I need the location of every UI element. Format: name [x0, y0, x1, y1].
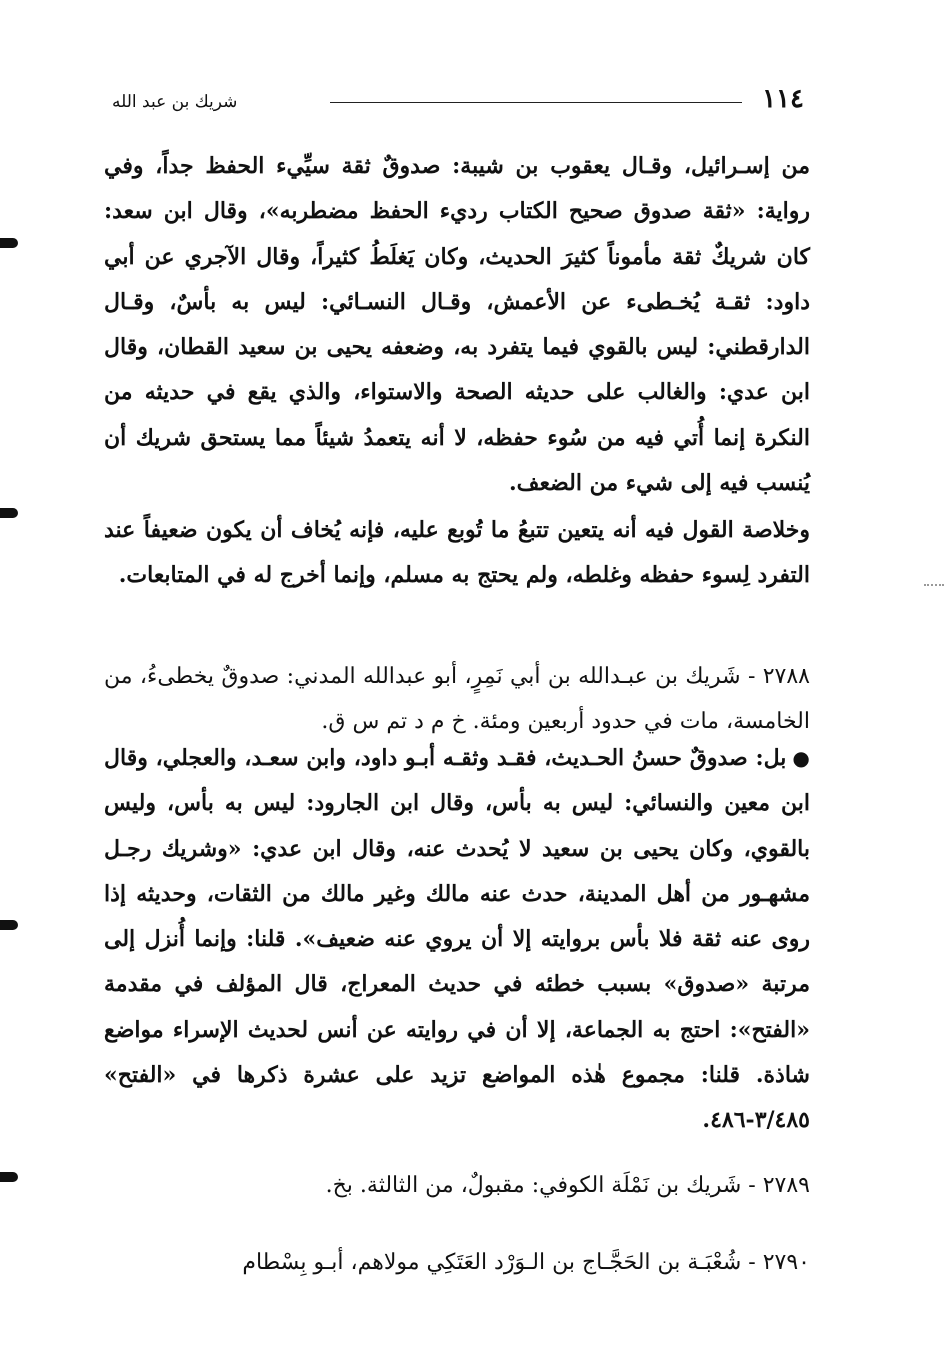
scan-margin-mark [0, 508, 18, 518]
scan-margin-mark [0, 1172, 18, 1182]
entry-2790: ٢٧٩٠ - شُعْبَـة بن الحَجَّـاج بن الـوَرْد العَتَكِي مولاهم، أبـو بِسْطام [242, 1250, 810, 1275]
header-rule [330, 102, 742, 103]
scan-margin-mark [0, 920, 18, 930]
running-title: شريك بن عبد الله [112, 92, 238, 112]
editors-comment-text: بل: صدوقٌ حسنُ الحـديث، فقـد وثقـه أبـو داود، وابن سعـد، والعجلي، وقال ابن معين والنسائي: ليس به بأس، وقال ابن الجارود: ليس به بأس، وليس بالقوي، وكان يحيى بن سعيد لا يُحدث عنه، وقال ابن عدي: «وشريك رجـل مشهـور من أهل المدينة، حدث عنه مالك وغير مالك من الثقات، وحديثه إذا روى عنه ثقة فلا بأس بروايته إلا أن يروي عنه ضعيف». قلنا: وإنما أُنزل إلى مرتبة «صدوق» بسبب خطئه في حديث المعراج، قال المؤلف في مقدمة «الفتح»: احتج به الجماعة، إلا أن في روايته عن أنس لحديث الإسراء مواضع شاذة. قلنا: مجموع هٰذه المواضع تزيد على عشرة ذكرها في «الفتح» ٣/٤٨٥-٤٨٦. [104, 745, 810, 1134]
entry-2789: ٢٧٨٩ - شَريك بن نَمْلَة الكوفي: مقبولٌ، من الثالثة. بخ. [325, 1173, 810, 1198]
running-header [100, 82, 812, 122]
entry-2788: ٢٧٨٨ - شَريك بن عبـدالله بن أبي نَمِرٍ، أبو عبدالله المدني: صدوقٌ يخطىءُ، من الخامسة، مات في حدود أربعين ومئة. خ م د تم س ق. [104, 664, 810, 735]
editors-comment [104, 736, 810, 1144]
scan-edge-dots [924, 584, 944, 586]
bullet-icon: ● [792, 746, 810, 770]
scan-margin-mark [0, 238, 18, 248]
paragraph-narrators-on-sharik: من إسـرائيل، وقـال يعقوب بن شيبة: صدوقٌ ثقة سيِّيء الحفظ جداً، وفي رواية: «ثقة صدوق صحيح الكتاب رديء الحفظ مضطربه»، وقال ابن سعد: كان شريكٌ ثقة مأموناً كثيرَ الحديث، وكان يَغلَطُ كثيراً، وقال الآجري عن أبي داود: ثقـة يُخـطىء عن الأعمش، وقـال النسـائي: ليس به بأسٌ، وقـال الدارقطني: ليس بالقوي فيما يتفرد به، وضعفه يحيى بن سعيد القطان، وقال ابن عدي: والغالب على حديثه الصحة والاستواء، والذي يقع في حديثه من النكرة إنما أُتي فيه من سُوء حفظه، لا أنه يتعمدُ شيئاً مما يستحق شريك أن يُنسب فيه إلى شيء من الضعف. [104, 153, 810, 497]
paragraph-summary: وخلاصة القول فيه أنه يتعين تتبعُ ما تُوبع عليه، فإنه يُخاف أن يكون ضعيفاً عند التفرد لِسوء حفظه وغلطه، ولم يحتج به مسلم، وإنما أخرج له في المتابعات. [104, 517, 810, 589]
page-number: ١١٤ [762, 84, 804, 114]
